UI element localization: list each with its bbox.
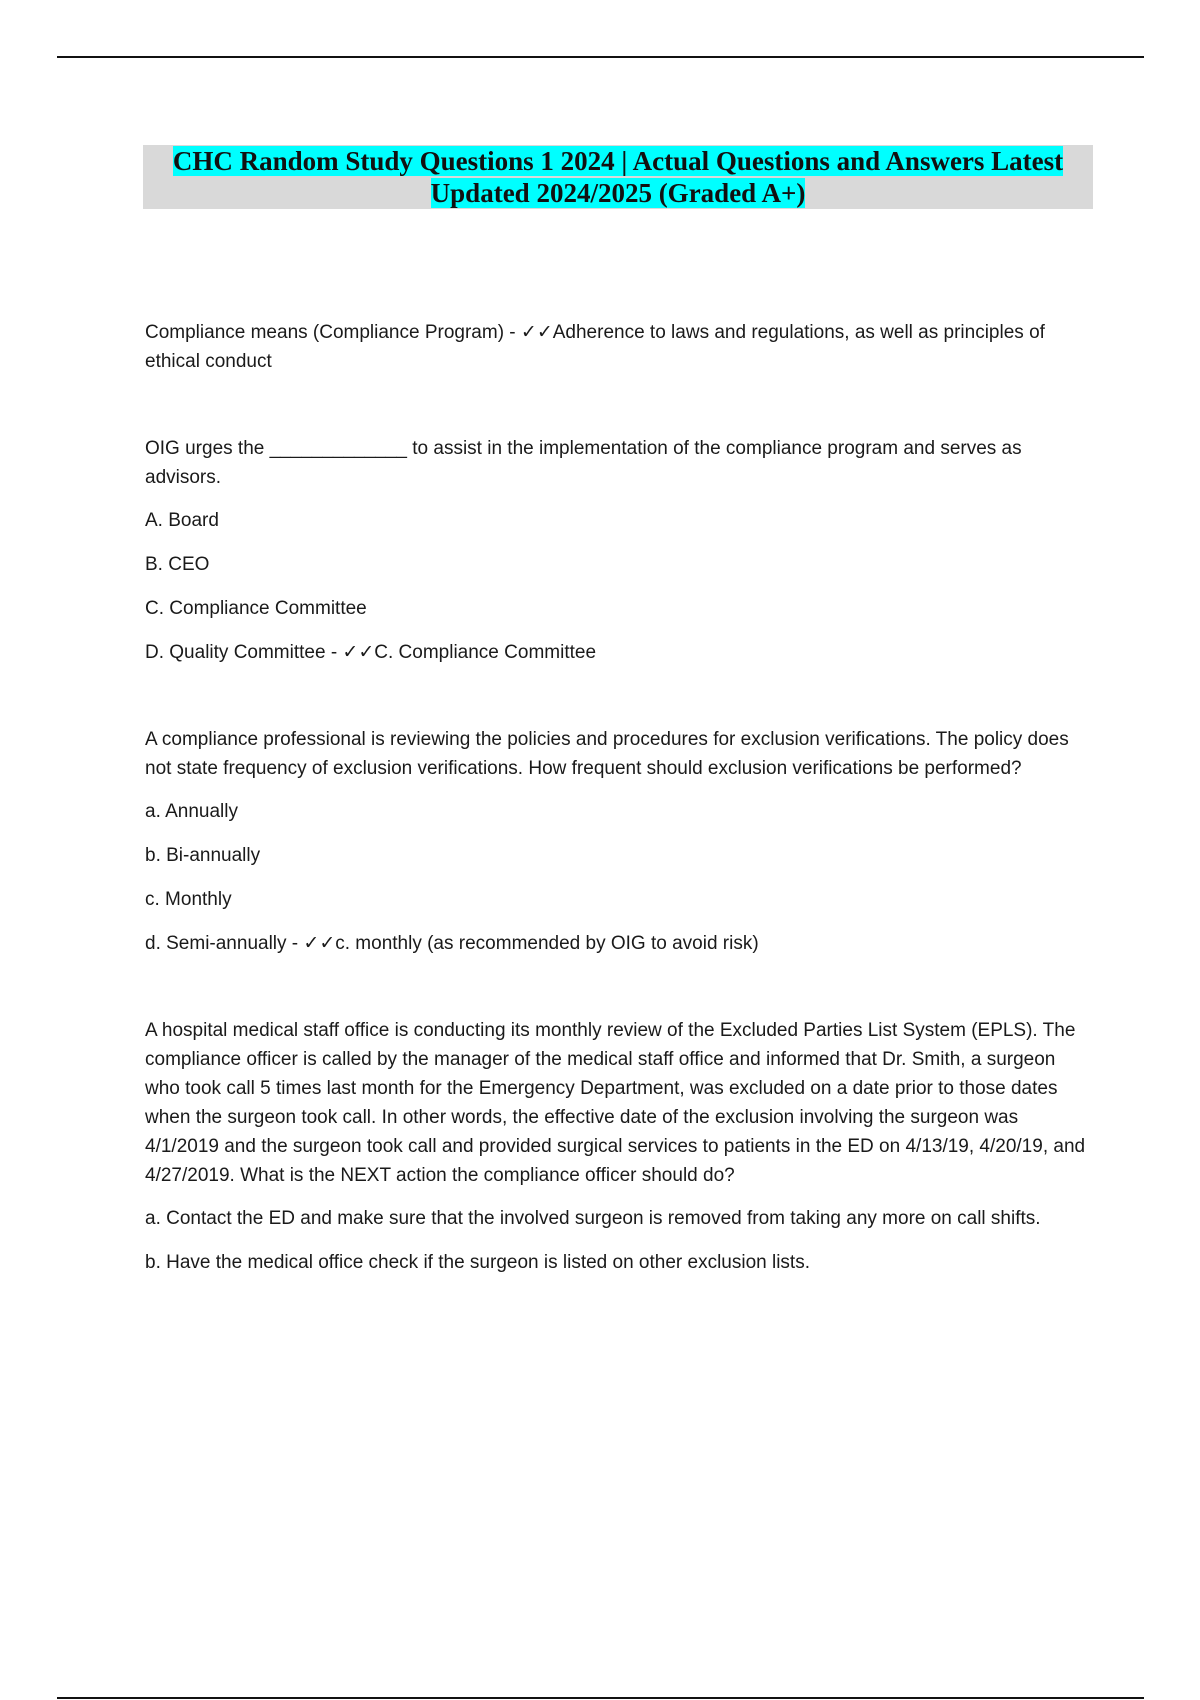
document-body — [145, 318, 1090, 1335]
top-rule — [57, 56, 1144, 58]
answer-option: d. Semi-annually - ✓✓c. monthly (as recommended by OIG to avoid risk) — [145, 933, 759, 954]
qa-item-2 — [145, 434, 1090, 667]
answer-option: B. CEO — [145, 554, 210, 575]
title-line-2: Updated 2024/2025 (Graded A+) — [430, 178, 806, 208]
question-text: A compliance professional is reviewing the policies and procedures for exclusion verifications. The policy does not state frequency of exclusion verifications. How frequent should exclusion verifications be performed? — [145, 729, 1069, 779]
answer-option: a. Annually — [145, 801, 238, 822]
question-text: OIG urges the _____________ to assist in the implementation of the compliance program and serves as advisors. — [145, 438, 1022, 488]
answer-option: C. Compliance Committee — [145, 598, 367, 619]
answer-option: D. Quality Committee - ✓✓C. Compliance Committee — [145, 642, 597, 663]
qa-item-3 — [145, 725, 1090, 958]
answer-option: a. Contact the ED and make sure that the involved surgeon is removed from taking any more on call shifts. — [145, 1208, 1041, 1229]
document-title — [143, 145, 1093, 209]
answer-option: b. Have the medical office check if the surgeon is listed on other exclusion lists. — [145, 1252, 810, 1273]
question-text: A hospital medical staff office is conducting its monthly review of the Excluded Parties List System (EPLS). The compliance officer is called by the manager of the medical staff office and informed that Dr. Smith, a surgeon who took call 5 times last month for the Emergency Department, was excluded on a date prior to those dates when the surgeon took call. In other words, the effective date of the exclusion involving the surgeon was 4/1/2019 and the surgeon took call and provided surgical services to patients in the ED on 4/13/19, 4/20/19, and 4/27/2019. What is the NEXT action the compliance officer should do? — [145, 1020, 1086, 1186]
title-line-1: CHC Random Study Questions 1 2024 | Actual Questions and Answers Latest — [172, 146, 1064, 176]
qa-item-4 — [145, 1016, 1090, 1277]
answer-option: c. Monthly — [145, 889, 232, 910]
answer-option: b. Bi-annually — [145, 845, 261, 866]
qa-item-1 — [145, 318, 1090, 376]
answer-option: A. Board — [145, 510, 219, 531]
question-text: Compliance means (Compliance Program) - ✓✓Adherence to laws and regulations, as well as principles of ethical conduct — [145, 322, 1045, 372]
bottom-rule — [57, 1697, 1144, 1699]
